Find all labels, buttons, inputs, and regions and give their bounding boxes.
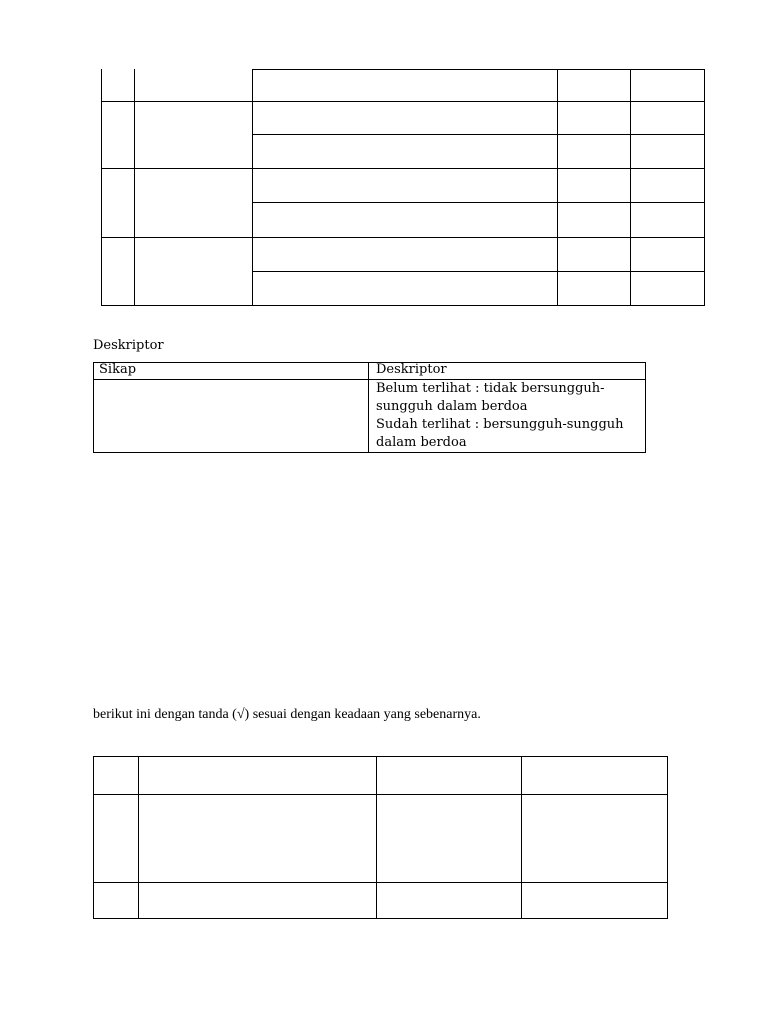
table-border [93,756,94,919]
table-border [93,794,668,795]
table-border [667,756,668,919]
descriptor-heading: Deskriptor [93,338,164,353]
table-border [376,756,377,919]
table-border [138,756,139,919]
column-header-deskriptor: Deskriptor [376,362,447,377]
descriptor-line: dalam berdoa [376,435,467,450]
descriptor-line: sungguh dalam berdoa [376,399,528,414]
column-header-sikap: Sikap [99,362,137,377]
descriptor-line: Belum terlihat : tidak bersungguh- [376,381,605,396]
descriptor-line: Sudah terlihat : bersungguh-sungguh [376,417,624,432]
table-border [521,756,522,919]
table-border [93,918,668,919]
instruction-text: berikut ini dengan tanda (√) sesuai dengan keadaan yang sebenarnya. [93,707,481,722]
table-border [93,756,668,757]
table-border [93,882,668,883]
